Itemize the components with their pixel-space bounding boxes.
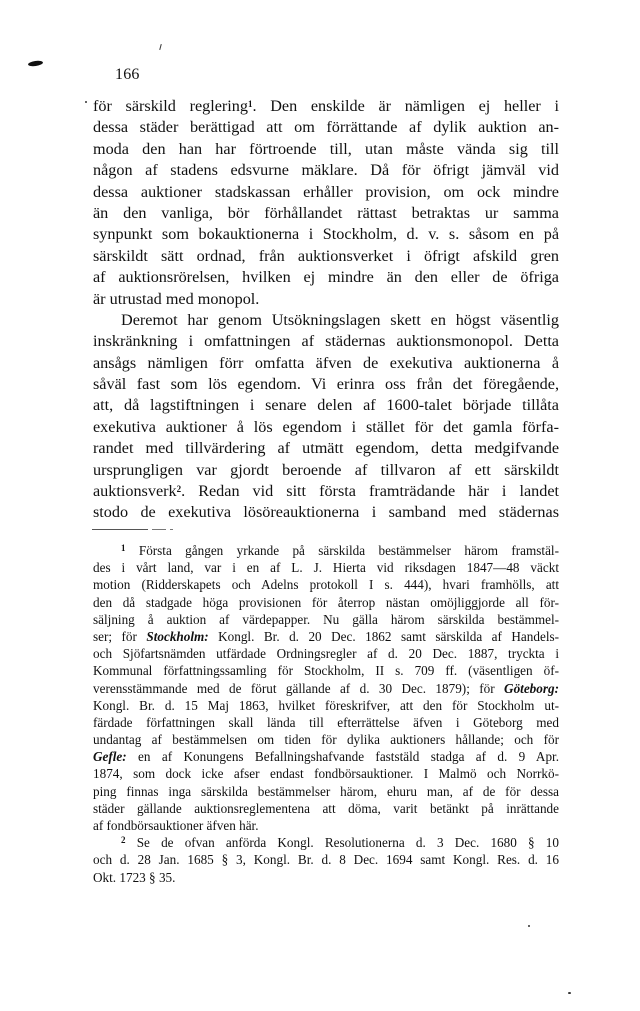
- footnote-1-line: [93, 748, 559, 765]
- scan-dot: [85, 101, 87, 103]
- body-line-text: auktionsverk: [93, 482, 177, 501]
- footnote-1-line: Kommunal författningssamling för Stockholm, II s. 709 ff. (väsentligen öf-: [93, 663, 559, 679]
- footnote-1-line: och Sjöfartsnämden utfärdade Ordningsregler af d. 20 Dec. 1887, tryckta i: [93, 646, 559, 662]
- footnote-1-line: [93, 576, 559, 593]
- footnote-1-line: städer gällande auktionsreglementena att döma, varit betänkt på inrättande: [93, 800, 559, 816]
- footnotes: [93, 542, 559, 886]
- place-name-goteborg: Göteborg:: [504, 680, 559, 696]
- body-line: [93, 481, 559, 502]
- body-line: att, då lagstiftningen i senare delen af 1600-talet började tillåta: [93, 396, 559, 415]
- footnote-1-line: Kongl. Br. d. 15 Maj 1863, hvilket föreskrifver, att den för Stockholm ut-: [93, 697, 559, 713]
- body-line-text: . Redan vid sitt första framträdande här i landet: [181, 482, 559, 501]
- footnote-2-line: Okt. 1723 § 35.: [93, 869, 176, 885]
- body-line: [93, 96, 559, 117]
- footnote-ref-2[interactable]: 2: [176, 484, 182, 495]
- body-line: af auktionsrörelsen, hvilken ej mindre än den eller de öfriga: [93, 268, 559, 287]
- body-line: synpunkt som bokauktionerna i Stockholm, d. v. s. såsom en på: [93, 225, 559, 244]
- body-line: än den vanliga, bör förhållandet rättast betraktas ur samma: [93, 203, 559, 222]
- footnote-separator: [92, 529, 148, 530]
- body-line: dessa städer berättigad att om förrättande af dylik auktion an-: [93, 118, 559, 137]
- footnote-1-line: säljning å auktion af värdepapper. Nu gälla härom särskilda bestämmel-: [93, 611, 559, 627]
- body-line-text: . Den enskilde är nämligen ej heller i: [252, 97, 559, 115]
- body-line: är utrustad med monopol.: [93, 289, 260, 308]
- footnote-1-line: den då stadgade höga provisionen för återrop nästan omöjliggjorde all för-: [93, 594, 559, 610]
- body-line: dessa auktioner stadskassan erhåller provision, om ock mindre: [93, 182, 559, 201]
- footnote-1-line: 1874, som dock icke afser endast fondbörsauktioner. I Malmö och Norrkö-: [93, 766, 559, 782]
- footnote-1-line: färdade författningen skall lända till efterrättelse äfven i Göteborg med: [93, 714, 559, 730]
- footnote-text: motion (Ridderskapets och Adelns protokoll I s. 444), hvari framhölls, att: [93, 577, 559, 593]
- body-line: särskildt sätt ordnad, från auktionsverket i öfrigt afskild gren: [93, 246, 559, 265]
- footnote-1-line: undantag af bestämmelsen om tiden för dylika auktioners hållande; och för: [93, 732, 559, 748]
- footnote-text: en af Konungens Befallningshafvande faststäld stadga af d. 9 Apr.: [126, 749, 559, 765]
- body-line: någon af stadens edsvurne mäklare. Då för öfrigt jämväl vid: [93, 161, 559, 180]
- scan-smudge-mark: [28, 60, 44, 67]
- footnote-text: Kongl. Br. d. 20 Dec. 1862 samt särskilda af Handels-: [208, 628, 560, 644]
- body-line: Deremot har genom Utsökningslagen skett en högst väsentlig: [121, 310, 559, 329]
- body-line: såväl fast som lös egendom. Vi erinra oss från det föregående,: [93, 375, 559, 394]
- footnote-mark-1: 1: [121, 543, 126, 553]
- footnote-mark-2: 2: [121, 835, 126, 846]
- footnote-text: Se de ofvan anförda Kongl. Resolutionerna d. 3 Dec. 1680 § 10: [136, 835, 559, 851]
- body-line: ursprungligen var gjordt beroende af tillvaron af ett särskildt: [93, 460, 559, 479]
- body-line: exekutiva auktioner å lös egendom i stället för det gamla förfa-: [93, 417, 559, 436]
- place-name-gefle: Gefle:: [93, 749, 127, 765]
- footnote-text: verensstämmande med de förut gällande af d. 30 Dec. 1879); för: [93, 680, 505, 696]
- body-line: moda den han har förtroende till, utan måste vända sig till: [93, 139, 559, 158]
- body-line-text: för särskild reglering: [93, 97, 248, 115]
- body-line: randet med tillvärdering af utmätt egendom, detta medgifvande: [93, 439, 559, 458]
- footnote-text: ser; för: [93, 628, 147, 644]
- footnote-1-line: ping finnas inga särskilda bestämmelser härom, ehuru man, af de för dessa: [93, 783, 559, 799]
- footnote-2-line: [93, 834, 559, 851]
- scan-tick-mark: [159, 44, 162, 50]
- footnote-separator-dash: [170, 529, 173, 530]
- footnote-ref-1[interactable]: 1: [248, 99, 253, 109]
- body-line: inskränkning i omfattningen af städernas auktionsmonopol. Detta: [93, 332, 559, 351]
- footnote-2-line: och d. 28 Jan. 1685 § 3, Kongl. Br. d. 8 Dec. 1694 samt Kongl. Res. d. 16: [93, 852, 559, 868]
- footnote-text: Första gången yrkande på särskilda bestämmelser härom framstäl-: [138, 543, 559, 558]
- footnote-1-line: [93, 680, 559, 697]
- page-number: 166: [115, 66, 140, 83]
- scan-dot: [528, 925, 530, 927]
- footnote-1-line: af fondbörsauktioner äfven här.: [93, 818, 259, 833]
- footnote-1-line: des i vårt land, var i en af L. J. Hierta vid riksdagen 1847—48 väckt: [93, 560, 559, 576]
- body-line: stodo de exekutiva lösöreauktionerna i samband med städernas: [93, 503, 559, 522]
- scan-dot: [568, 992, 571, 994]
- footnote-separator-dash: [152, 529, 166, 530]
- main-body-text: [93, 96, 559, 524]
- footnote-1-line: [93, 628, 559, 645]
- body-line: ansågs nämligen förr omfatta äfven de exekutiva auktionerna å: [93, 353, 559, 372]
- footnote-1-line: [93, 542, 559, 559]
- place-name-stockholm: Stockholm:: [146, 628, 209, 644]
